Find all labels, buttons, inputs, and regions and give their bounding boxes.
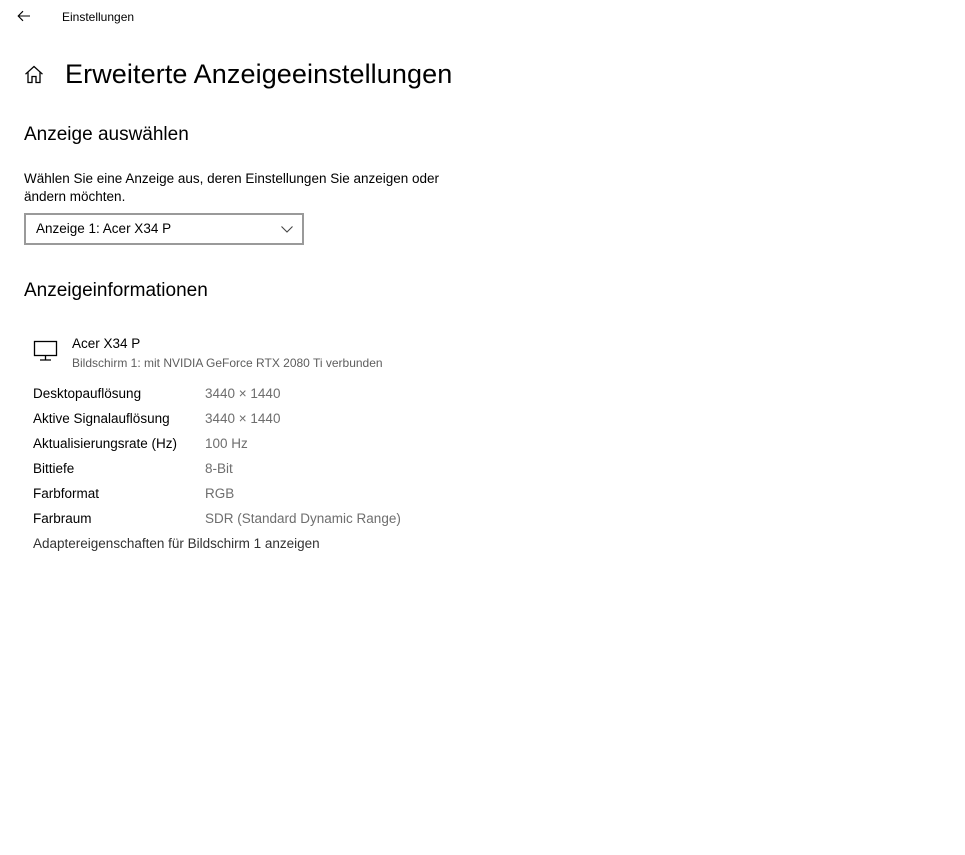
adapter-properties-link[interactable]: Adaptereigenschaften für Bildschirm 1 anzeigen <box>33 536 320 551</box>
info-row-bit-depth <box>33 459 533 484</box>
info-value: 3440 × 1440 <box>205 386 281 401</box>
title-bar <box>0 0 965 32</box>
info-value: 8-Bit <box>205 461 233 476</box>
info-label: Aktualisierungsrate (Hz) <box>33 436 178 451</box>
info-label: Farbraum <box>33 511 92 526</box>
chevron-down-icon <box>280 223 294 235</box>
monitor-icon <box>33 340 59 362</box>
info-value: RGB <box>205 486 235 501</box>
info-value: SDR (Standard Dynamic Range) <box>205 511 401 526</box>
info-row-refresh-rate <box>33 434 533 459</box>
display-info-list <box>33 384 533 534</box>
page-title: Erweiterte Anzeigeeinstellungen <box>65 58 453 89</box>
info-label: Desktopauflösung <box>33 386 142 401</box>
info-row-active-signal-resolution <box>33 409 533 434</box>
info-value: 100 Hz <box>205 436 248 451</box>
display-info-heading: Anzeigeinformationen <box>24 280 208 301</box>
info-row-desktop-resolution <box>33 384 533 409</box>
info-label: Farbformat <box>33 486 100 501</box>
arrow-left-icon <box>17 10 31 22</box>
info-label: Bittiefe <box>33 461 75 476</box>
page-header <box>24 56 452 92</box>
info-label: Aktive Signalauflösung <box>33 411 170 426</box>
monitor-subtitle: Bildschirm 1: mit NVIDIA GeForce RTX 2080 Ti verbunden <box>72 356 383 370</box>
back-button[interactable] <box>8 2 40 30</box>
display-select-value: Anzeige 1: Acer X34 P <box>36 221 172 236</box>
info-row-color-format <box>33 484 533 509</box>
home-icon[interactable] <box>24 64 44 84</box>
monitor-name: Acer X34 P <box>72 336 141 351</box>
select-display-description: Wählen Sie eine Anzeige aus, deren Einstellungen Sie anzeigen oder ändern möchten. <box>24 171 440 204</box>
app-title: Einstellungen <box>62 10 135 24</box>
info-row-color-space <box>33 509 533 534</box>
display-select-dropdown[interactable] <box>24 213 304 245</box>
info-value: 3440 × 1440 <box>205 411 281 426</box>
select-display-heading: Anzeige auswählen <box>24 124 189 145</box>
